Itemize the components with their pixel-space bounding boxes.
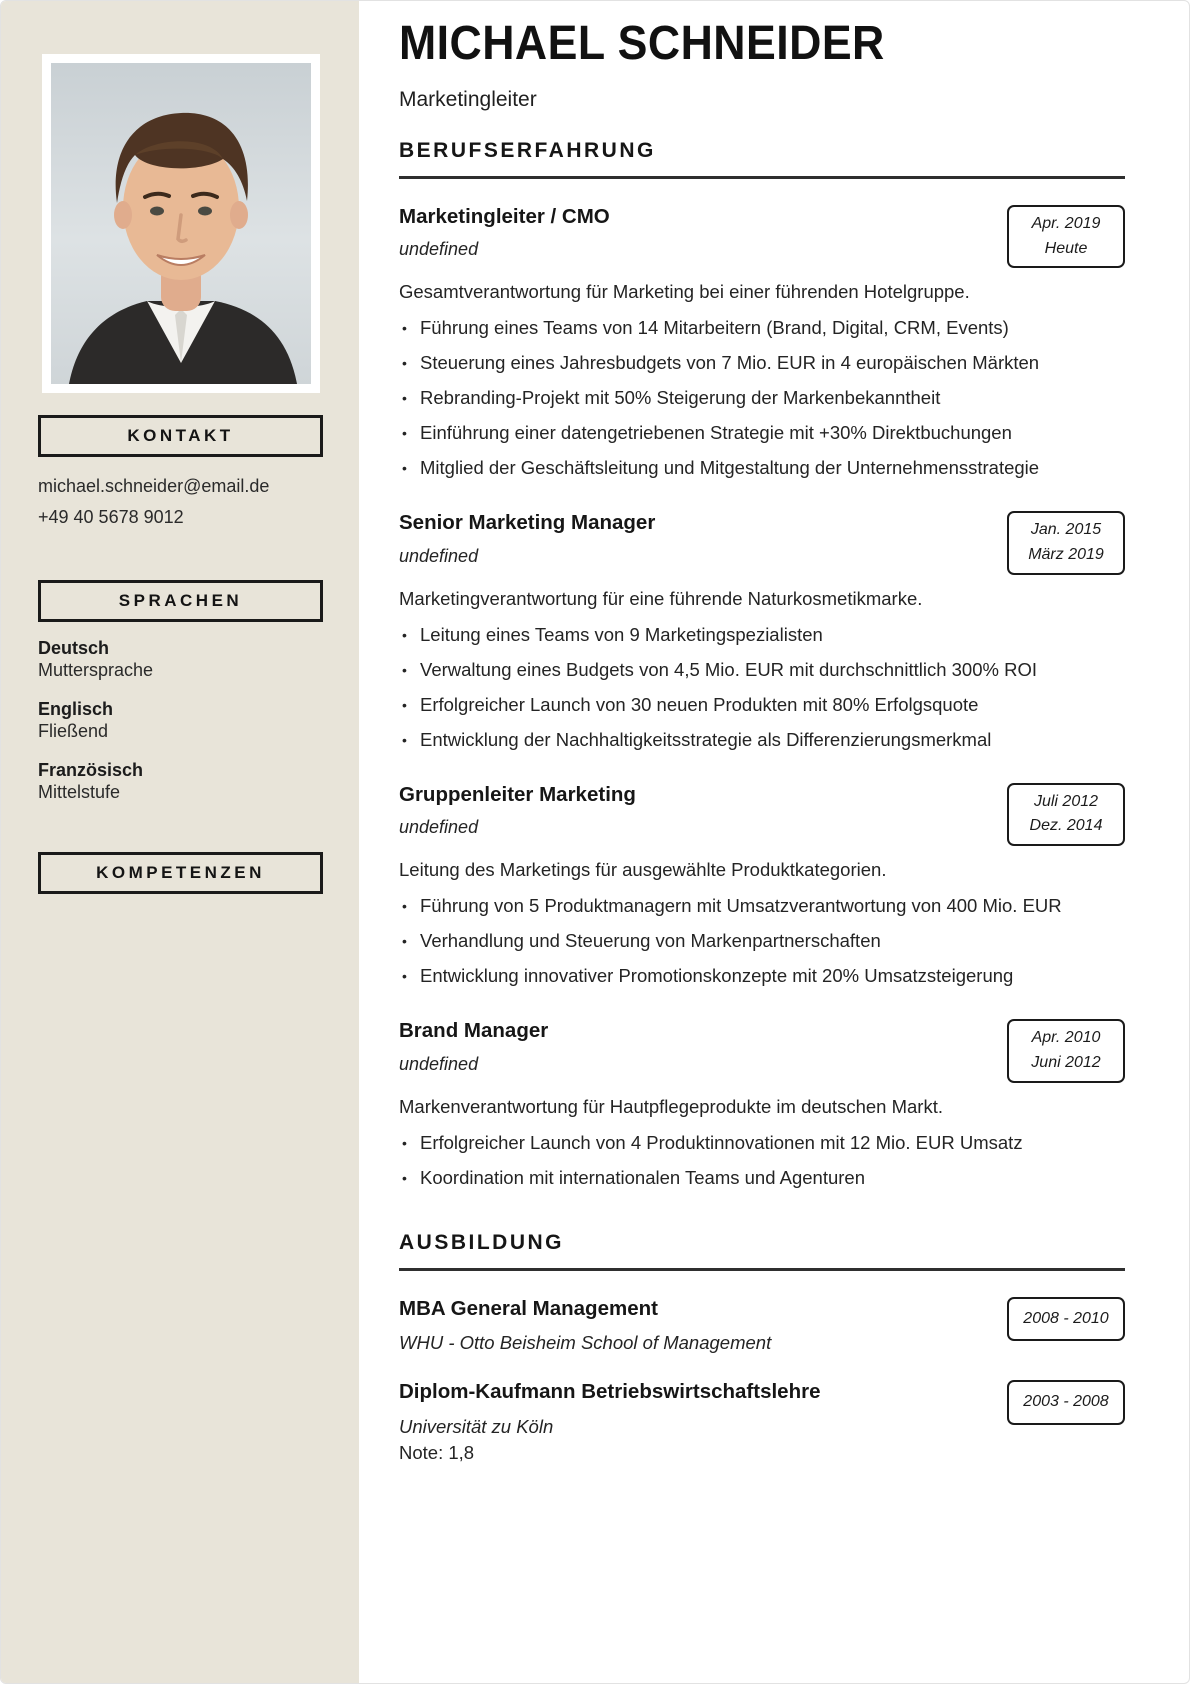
job-date-badge — [1007, 205, 1125, 269]
contact-heading-label: KONTAKT — [127, 426, 234, 445]
bullet-dot-icon: • — [402, 390, 407, 407]
language-item — [38, 638, 323, 682]
portrait-photo-icon — [51, 63, 311, 384]
job-bullet-text: Erfolgreicher Launch von 30 neuen Produkten mit 80% Erfolgsquote — [420, 693, 979, 715]
job-header — [399, 1019, 1125, 1083]
job-bullet-list — [399, 894, 1077, 989]
language-item — [38, 699, 323, 743]
job-bullet — [399, 386, 1077, 411]
job-entry — [399, 511, 1125, 752]
job-title: Gruppenleiter Marketing — [399, 782, 636, 806]
job-title-block — [399, 1019, 548, 1075]
bullet-dot-icon: • — [402, 661, 407, 678]
education-list — [399, 1297, 1125, 1464]
education-degree: Diplom-Kaufmann Betriebswirtschaftslehre — [399, 1380, 821, 1404]
job-title-block — [399, 511, 655, 567]
job-date-end: Heute — [1044, 239, 1088, 257]
job-bullet-text: Koordination mit internationalen Teams und Agenturen — [420, 1166, 865, 1188]
skills-heading-label: KOMPETENZEN — [96, 862, 265, 882]
bullet-dot-icon: • — [402, 355, 407, 372]
bullet-dot-icon: • — [402, 731, 407, 748]
language-name: Englisch — [38, 699, 114, 720]
skills-heading — [38, 852, 323, 894]
language-name: Deutsch — [38, 638, 110, 659]
job-entry — [399, 205, 1125, 481]
job-entry — [399, 783, 1125, 989]
job-summary: Leitung des Marketings für ausgewählte Produktkategorien. — [399, 859, 887, 881]
education-school: WHU - Otto Beisheim School of Management — [399, 1332, 772, 1354]
languages-heading-label: SPRACHEN — [118, 591, 243, 611]
job-date-end: Juni 2012 — [1031, 1053, 1101, 1071]
bullet-dot-icon: • — [402, 696, 407, 713]
education-title-block — [399, 1297, 771, 1355]
experience-heading: BERUFSERFAHRUNG — [399, 139, 1125, 179]
job-title-block — [399, 783, 636, 839]
job-bullet — [399, 658, 1077, 683]
job-date-start: Jan. 2015 — [1030, 521, 1102, 539]
job-company: undefined — [399, 545, 479, 566]
job-bullet — [399, 623, 1077, 648]
contact-email: michael.schneider@email.de — [38, 476, 270, 496]
job-bullet — [399, 693, 1077, 718]
job-entry — [399, 1019, 1125, 1191]
contact-heading — [38, 415, 323, 457]
page-title: MICHAEL SCHNEIDER — [399, 17, 885, 70]
job-subtitle: Marketingleiter — [399, 87, 537, 111]
job-date-end: Dez. 2014 — [1029, 817, 1103, 835]
job-title: Brand Manager — [399, 1019, 549, 1043]
job-title: Marketingleiter / CMO — [399, 204, 610, 228]
job-summary: Markenverantwortung für Hautpflegeprodukte im deutschen Markt. — [399, 1095, 943, 1117]
contact-section — [38, 415, 323, 532]
job-bullet-text: Verwaltung eines Budgets von 4,5 Mio. EUR mit durchschnittlich 300% ROI — [420, 658, 1037, 680]
job-bullet-text: Führung von 5 Produktmanagern mit Umsatzverantwortung von 400 Mio. EUR — [420, 895, 1062, 917]
education-heading: AUSBILDUNG — [399, 1231, 1125, 1271]
job-bullet-text: Führung eines Teams von 14 Mitarbeitern (Brand, Digital, CRM, Events) — [420, 317, 1009, 339]
education-entry — [399, 1380, 1125, 1464]
language-level: Mittelstufe — [38, 781, 121, 802]
bullet-dot-icon: • — [402, 1134, 407, 1151]
education-note: Note: 1,8 — [399, 1441, 475, 1463]
languages-section — [38, 580, 323, 804]
job-date-badge — [1007, 783, 1125, 847]
job-header — [399, 783, 1125, 847]
education-degree: MBA General Management — [399, 1296, 658, 1320]
bullet-dot-icon: • — [402, 425, 407, 442]
job-bullet — [399, 351, 1077, 376]
job-date-badge — [1007, 511, 1125, 575]
bullet-dot-icon: • — [402, 460, 407, 477]
job-date-start: Juli 2012 — [1033, 792, 1099, 810]
bullet-dot-icon: • — [402, 1169, 407, 1186]
contact-phone: +49 40 5678 9012 — [38, 506, 184, 527]
job-bullet — [399, 1166, 1077, 1191]
education-date-badge: 2008 - 2010 — [1007, 1297, 1125, 1342]
languages-heading — [38, 580, 323, 622]
job-title: Senior Marketing Manager — [399, 511, 656, 535]
job-bullet — [399, 421, 1077, 446]
job-bullet-text: Mitglied der Geschäftsleitung und Mitgestaltung der Unternehmensstrategie — [420, 457, 1040, 479]
job-company: undefined — [399, 239, 479, 260]
job-bullet-text: Erfolgreicher Launch von 4 Produktinnovationen mit 12 Mio. EUR Umsatz — [420, 1131, 1023, 1153]
job-bullet-text: Steuerung eines Jahresbudgets von 7 Mio. EUR in 4 europäischen Märkten — [420, 352, 1040, 374]
education-title-block — [399, 1380, 820, 1464]
bullet-dot-icon: • — [402, 898, 407, 915]
job-bullet — [399, 456, 1077, 481]
language-level: Fließend — [38, 721, 109, 742]
job-summary: Gesamtverantwortung für Marketing bei einer führenden Hotelgruppe. — [399, 281, 970, 303]
job-bullet-text: Verhandlung und Steuerung von Markenpartnerschaften — [420, 930, 881, 952]
job-bullet — [399, 728, 1077, 753]
main-content — [359, 1, 1189, 1683]
job-summary: Marketingverantwortung für eine führende Naturkosmetikmarke. — [399, 587, 923, 609]
skills-section — [38, 852, 323, 894]
job-bullet-text: Leitung eines Teams von 9 Marketingspezialisten — [420, 623, 823, 645]
bullet-dot-icon: • — [402, 626, 407, 643]
job-company: undefined — [399, 1053, 479, 1074]
job-date-badge — [1007, 1019, 1125, 1083]
job-date-end: März 2019 — [1028, 545, 1104, 563]
languages-list — [38, 638, 323, 804]
sidebar — [1, 1, 359, 1683]
language-item — [38, 760, 323, 804]
education-school: Universität zu Köln — [399, 1415, 554, 1437]
job-bullet — [399, 894, 1077, 919]
job-bullet-list — [399, 623, 1077, 753]
bullet-dot-icon: • — [402, 968, 407, 985]
job-bullet — [399, 964, 1077, 989]
language-name: Französisch — [38, 760, 144, 780]
job-bullet — [399, 1131, 1077, 1156]
job-header — [399, 205, 1125, 269]
job-title-block — [399, 205, 610, 261]
job-date-start: Apr. 2019 — [1031, 214, 1101, 232]
job-company: undefined — [399, 817, 479, 838]
job-bullet-list — [399, 1131, 1077, 1191]
job-bullet — [399, 929, 1077, 954]
job-bullet-text: Einführung einer datengetriebenen Strategie mit +30% Direktbuchungen — [420, 422, 1012, 444]
education-date-badge: 2003 - 2008 — [1007, 1380, 1125, 1425]
job-bullet-text: Rebranding-Projekt mit 50% Steigerung der Markenbekanntheit — [420, 387, 941, 409]
education-entry — [399, 1297, 1125, 1355]
job-bullet — [399, 316, 1077, 341]
job-date-start: Apr. 2010 — [1031, 1029, 1101, 1047]
profile-photo — [42, 54, 320, 393]
job-bullet-text: Entwicklung der Nachhaltigkeitsstrategie als Differenzierungsmerkmal — [420, 728, 992, 750]
bullet-dot-icon: • — [402, 933, 407, 950]
bullet-dot-icon: • — [402, 320, 407, 337]
job-header — [399, 511, 1125, 575]
job-bullet-text: Entwicklung innovativer Promotionskonzepte mit 20% Umsatzsteigerung — [420, 965, 1014, 987]
language-level: Muttersprache — [38, 660, 154, 681]
experience-list — [399, 205, 1125, 1191]
job-bullet-list — [399, 316, 1077, 481]
